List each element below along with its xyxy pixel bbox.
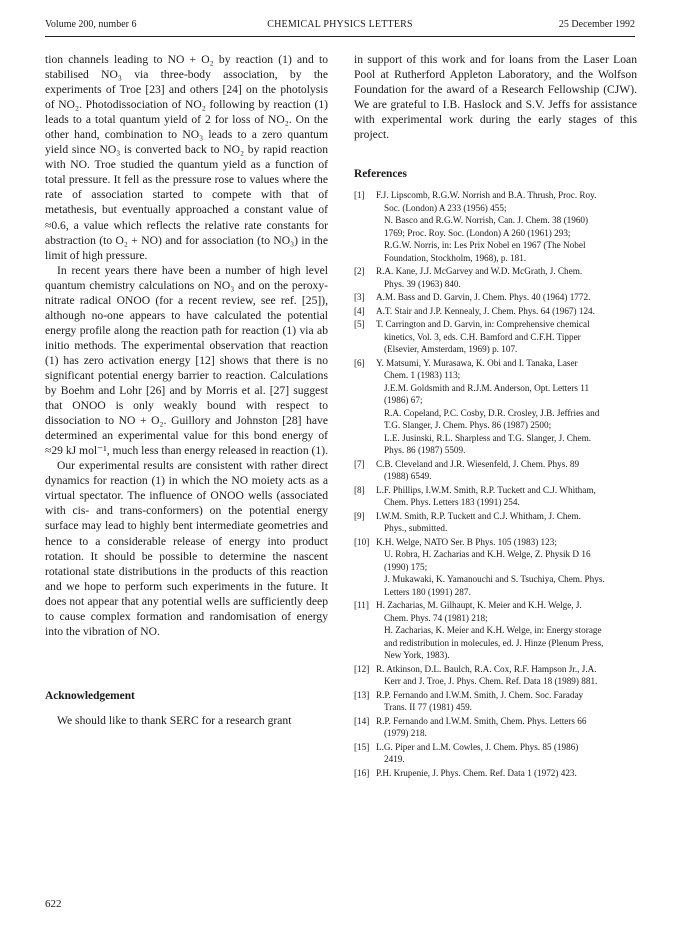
reference-line: Phys. 86 (1987) 5509. <box>384 445 466 456</box>
reference-line: R.P. Fernando and I.W.M. Smith, J. Chem. Soc. Faraday <box>376 689 584 700</box>
issue-date: 25 December 1992 <box>558 19 635 30</box>
body-paragraph-3: Our experimental results are consistent with rather direct dynamics for reaction (1) in which the NO moiety acts as a virtual spectator. The influence of ONOO wells (associated with cis- and trans-conformers) on the potential energy surface may lead to highly bent intermediate geometries and hence to a considerable release of energy into product rotation. It should be possible to determine the nascent rotational state distributions in the products of this reaction and we hope to perform such experiments in the future. It does not appear that any potential wells are sufficiently deep to cause complex formation and randomisation of energy into the vibration of NO. <box>45 459 328 638</box>
reference-number: [12] <box>354 663 370 674</box>
reference-line: H. Zacharias, K. Meier and K.H. Welge, in: Energy storage <box>384 625 602 636</box>
reference-line: F.J. Lipscomb, R.G.W. Norrish and B.A. Thrush, Proc. Roy. <box>376 190 597 201</box>
reference-line: (1988) 6549. <box>384 471 432 482</box>
reference-item <box>354 510 637 535</box>
reference-item <box>354 536 637 599</box>
reference-number: [10] <box>354 536 370 547</box>
reference-line: (Elsevier, Amsterdam, 1969) p. 107. <box>384 344 518 355</box>
reference-number: [14] <box>354 715 370 726</box>
reference-line: J. Mukawaki, K. Yamanouchi and S. Tsuchiya, Chem. Phys. <box>384 574 605 585</box>
volume-info: Volume 200, number 6 <box>45 19 137 30</box>
reference-item <box>354 715 637 740</box>
reference-number: [13] <box>354 689 370 700</box>
reference-number: [15] <box>354 741 370 752</box>
reference-line: N. Basco and R.G.W. Norrish, Can. J. Chem. 38 (1960) <box>384 215 589 226</box>
spacer <box>45 639 328 690</box>
reference-line: (1990) 175; <box>384 561 428 572</box>
reference-number: [2] <box>354 266 365 277</box>
page-number: 622 <box>45 898 62 910</box>
reference-line: L.F. Phillips, I.W.M. Smith, R.P. Tuckett and C.J. Whitham, <box>376 484 596 495</box>
reference-line: R.A. Copeland, P.C. Cosby, D.R. Crosley, J.B. Jeffries and <box>384 407 600 418</box>
reference-line: R. Atkinson, D.L. Baulch, R.A. Cox, R.F. Hampson Jr., J.A. <box>376 663 597 674</box>
reference-line: T. Carrington and D. Garvin, in: Comprehensive chemical <box>376 319 590 330</box>
reference-line: A.T. Stair and J.P. Kennealy, J. Chem. Phys. 64 (1967) 124. <box>376 305 595 316</box>
references-heading: References <box>354 168 407 181</box>
reference-line: 2419. <box>384 754 405 765</box>
reference-line: T.G. Slanger, J. Chem. Phys. 86 (1987) 2500; <box>384 420 552 431</box>
reference-line: Soc. (London) A 233 (1956) 455; <box>384 202 507 213</box>
reference-item <box>354 767 637 780</box>
reference-line: P.H. Krupenie, J. Phys. Chem. Ref. Data 1 (1972) 423. <box>376 767 577 778</box>
reference-line: (1979) 218. <box>384 728 427 739</box>
acknowledgement-start: We should like to thank SERC for a research grant <box>57 713 292 727</box>
reference-number: [11] <box>354 600 369 611</box>
reference-line: Foundation, Stockholm, 1968), p. 181. <box>384 252 527 263</box>
reference-line: R.A. Kane, J.J. McGarvey and W.D. McGrath, J. Chem. <box>376 266 583 277</box>
reference-line: kinetics, Vol. 3, eds. C.H. Bamford and C.F.H. Tipper <box>384 331 581 342</box>
reference-number: [9] <box>354 510 365 521</box>
reference-line: 1769; Proc. Roy. Soc. (London) A 260 (1961) 293; <box>384 227 571 238</box>
reference-line: Kerr and J. Troe, J. Phys. Chem. Ref. Data 18 (1989) 881. <box>384 676 598 687</box>
reference-item <box>354 741 637 766</box>
reference-line: Y. Matsumi, Y. Murasawa, K. Obi and I. Tanaka, Laser <box>376 357 578 368</box>
reference-item <box>354 599 637 662</box>
reference-number: [16] <box>354 767 370 778</box>
reference-item <box>354 357 637 457</box>
reference-line: J.E.M. Goldsmith and R.J.M. Anderson, Opt. Letters 11 <box>384 382 590 393</box>
reference-number: [7] <box>354 458 365 469</box>
reference-line: (1986) 67; <box>384 395 423 406</box>
reference-item <box>354 484 637 509</box>
reference-line: Phys. 39 (1963) 840. <box>384 278 461 289</box>
reference-line: C.B. Cleveland and J.R. Wiesenfeld, J. Chem. Phys. 89 <box>376 458 580 469</box>
reference-item <box>354 291 637 304</box>
acknowledgement-continued: in support of this work and for loans from the Laser Loan Pool at Rutherford Appleton Laboratory, and the Wolfson Foundation for the award of a Research Fellowship (CJW). We are grateful to I.B. Haslock and S.V. Jeffs for assistance with experimental work during the early stages of this project. <box>354 53 637 142</box>
header-rule <box>45 36 635 37</box>
reference-line: and redistribution in molecules, ed. J. Hinze (Plenum Press, <box>384 637 604 648</box>
reference-line: K.H. Welge, NATO Ser. B Phys. 105 (1983) 123; <box>376 536 557 547</box>
acknowledgement-heading: Acknowledgement <box>45 689 135 702</box>
reference-number: [3] <box>354 292 365 303</box>
reference-line: U. Robra, H. Zacharias and K.H. Welge, Z. Physik D 16 <box>384 549 591 560</box>
reference-line: H. Zacharias, M. Gilhaupt, K. Meier and K.H. Welge, J. <box>376 600 582 611</box>
reference-item <box>354 689 637 714</box>
reference-line: L.G. Piper and L.M. Cowles, J. Chem. Phys. 85 (1986) <box>376 741 579 752</box>
reference-line: L.E. Jusinski, R.L. Sharpless and T.G. Slanger, J. Chem. <box>384 432 592 443</box>
reference-line: A.M. Bass and D. Garvin, J. Chem. Phys. 40 (1964) 1772. <box>376 292 591 303</box>
reference-number: [5] <box>354 319 365 330</box>
journal-title: CHEMICAL PHYSICS LETTERS <box>267 19 413 30</box>
spacer <box>45 702 328 713</box>
reference-item <box>354 318 637 356</box>
spacer <box>354 180 637 189</box>
reference-item <box>354 189 637 264</box>
reference-line: Chem. Phys. Letters 183 (1991) 254. <box>384 497 520 508</box>
reference-number: [8] <box>354 484 365 495</box>
reference-line: Phys., submitted. <box>384 523 448 534</box>
reference-number: [1] <box>354 190 365 201</box>
right-column <box>354 52 637 780</box>
reference-line: R.P. Fernando and I.W.M. Smith, Chem. Phys. Letters 66 <box>376 715 587 726</box>
reference-number: [6] <box>354 357 365 368</box>
reference-item <box>354 458 637 483</box>
reference-line: Chem. 1 (1983) 113; <box>384 370 461 381</box>
reference-line: New York, 1983). <box>384 650 450 661</box>
spacer <box>354 142 637 168</box>
reference-item <box>354 663 637 688</box>
reference-line: R.G.W. Norris, in: Les Prix Nobel en 1967 (The Nobel <box>384 240 586 251</box>
left-column <box>45 52 328 728</box>
reference-line: Chem. Phys. 74 (1981) 218; <box>384 612 488 623</box>
references-list <box>354 189 637 779</box>
reference-line: I.W.M. Smith, R.P. Tuckett and C.J. Whitham, J. Chem. <box>376 510 581 521</box>
reference-line: Trans. II 77 (1981) 459. <box>384 702 472 713</box>
body-paragraph-1: tion channels leading to NO + O₂ by reaction (1) and to stabilised NO₃ via three-body association, by the experiments of Troe [23] and others [24] on the photolysis of NO₂. Photodissociation of NO₂ following by reaction (1) leads to a total quantum yield of 2 for loss of NO₂. On the other hand, combination to NO₃ leads to a zero quantum yield since NO₃ is converted back to NO₂ by rapid reaction with NO. Troe studied the quantum yield as a function of total pressure. It fell as the pressure rose to values where the rate of association started to compete with that of metathesis, but eventually approached a constant value of ≈0.6, a value which reflects the relative rate constants for abstraction (to O₂ + NO) and for association (to NO₃) in the limit of high pressure. <box>45 53 328 262</box>
reference-item <box>354 265 637 290</box>
reference-item <box>354 305 637 318</box>
reference-number: [4] <box>354 305 365 316</box>
reference-line: Letters 180 (1991) 287. <box>384 586 471 597</box>
body-paragraph-2: In recent years there have been a number of high level quantum chemistry calculations on NO₃ and on the peroxy-nitrate radical ONOO (for a recent review, see ref. [25]), although no-one appears to have calculated the potential energy profile along the reaction path for reaction (1) via ab initio methods. The experimental observation that reaction (1) has zero activation energy [12] shows that there is no significant potential energy barrier to reaction. Calculations by Boehm and Lohr [26] and by Morris et al. [27] suggest that ONOO is only weakly bound with respect to dissociation to NO + O₂. Guillory and Johnston [28] have determined an experimental value for this bond energy of ≈29 kJ mol⁻¹, much less than energy released in reaction (1). <box>45 263 328 458</box>
